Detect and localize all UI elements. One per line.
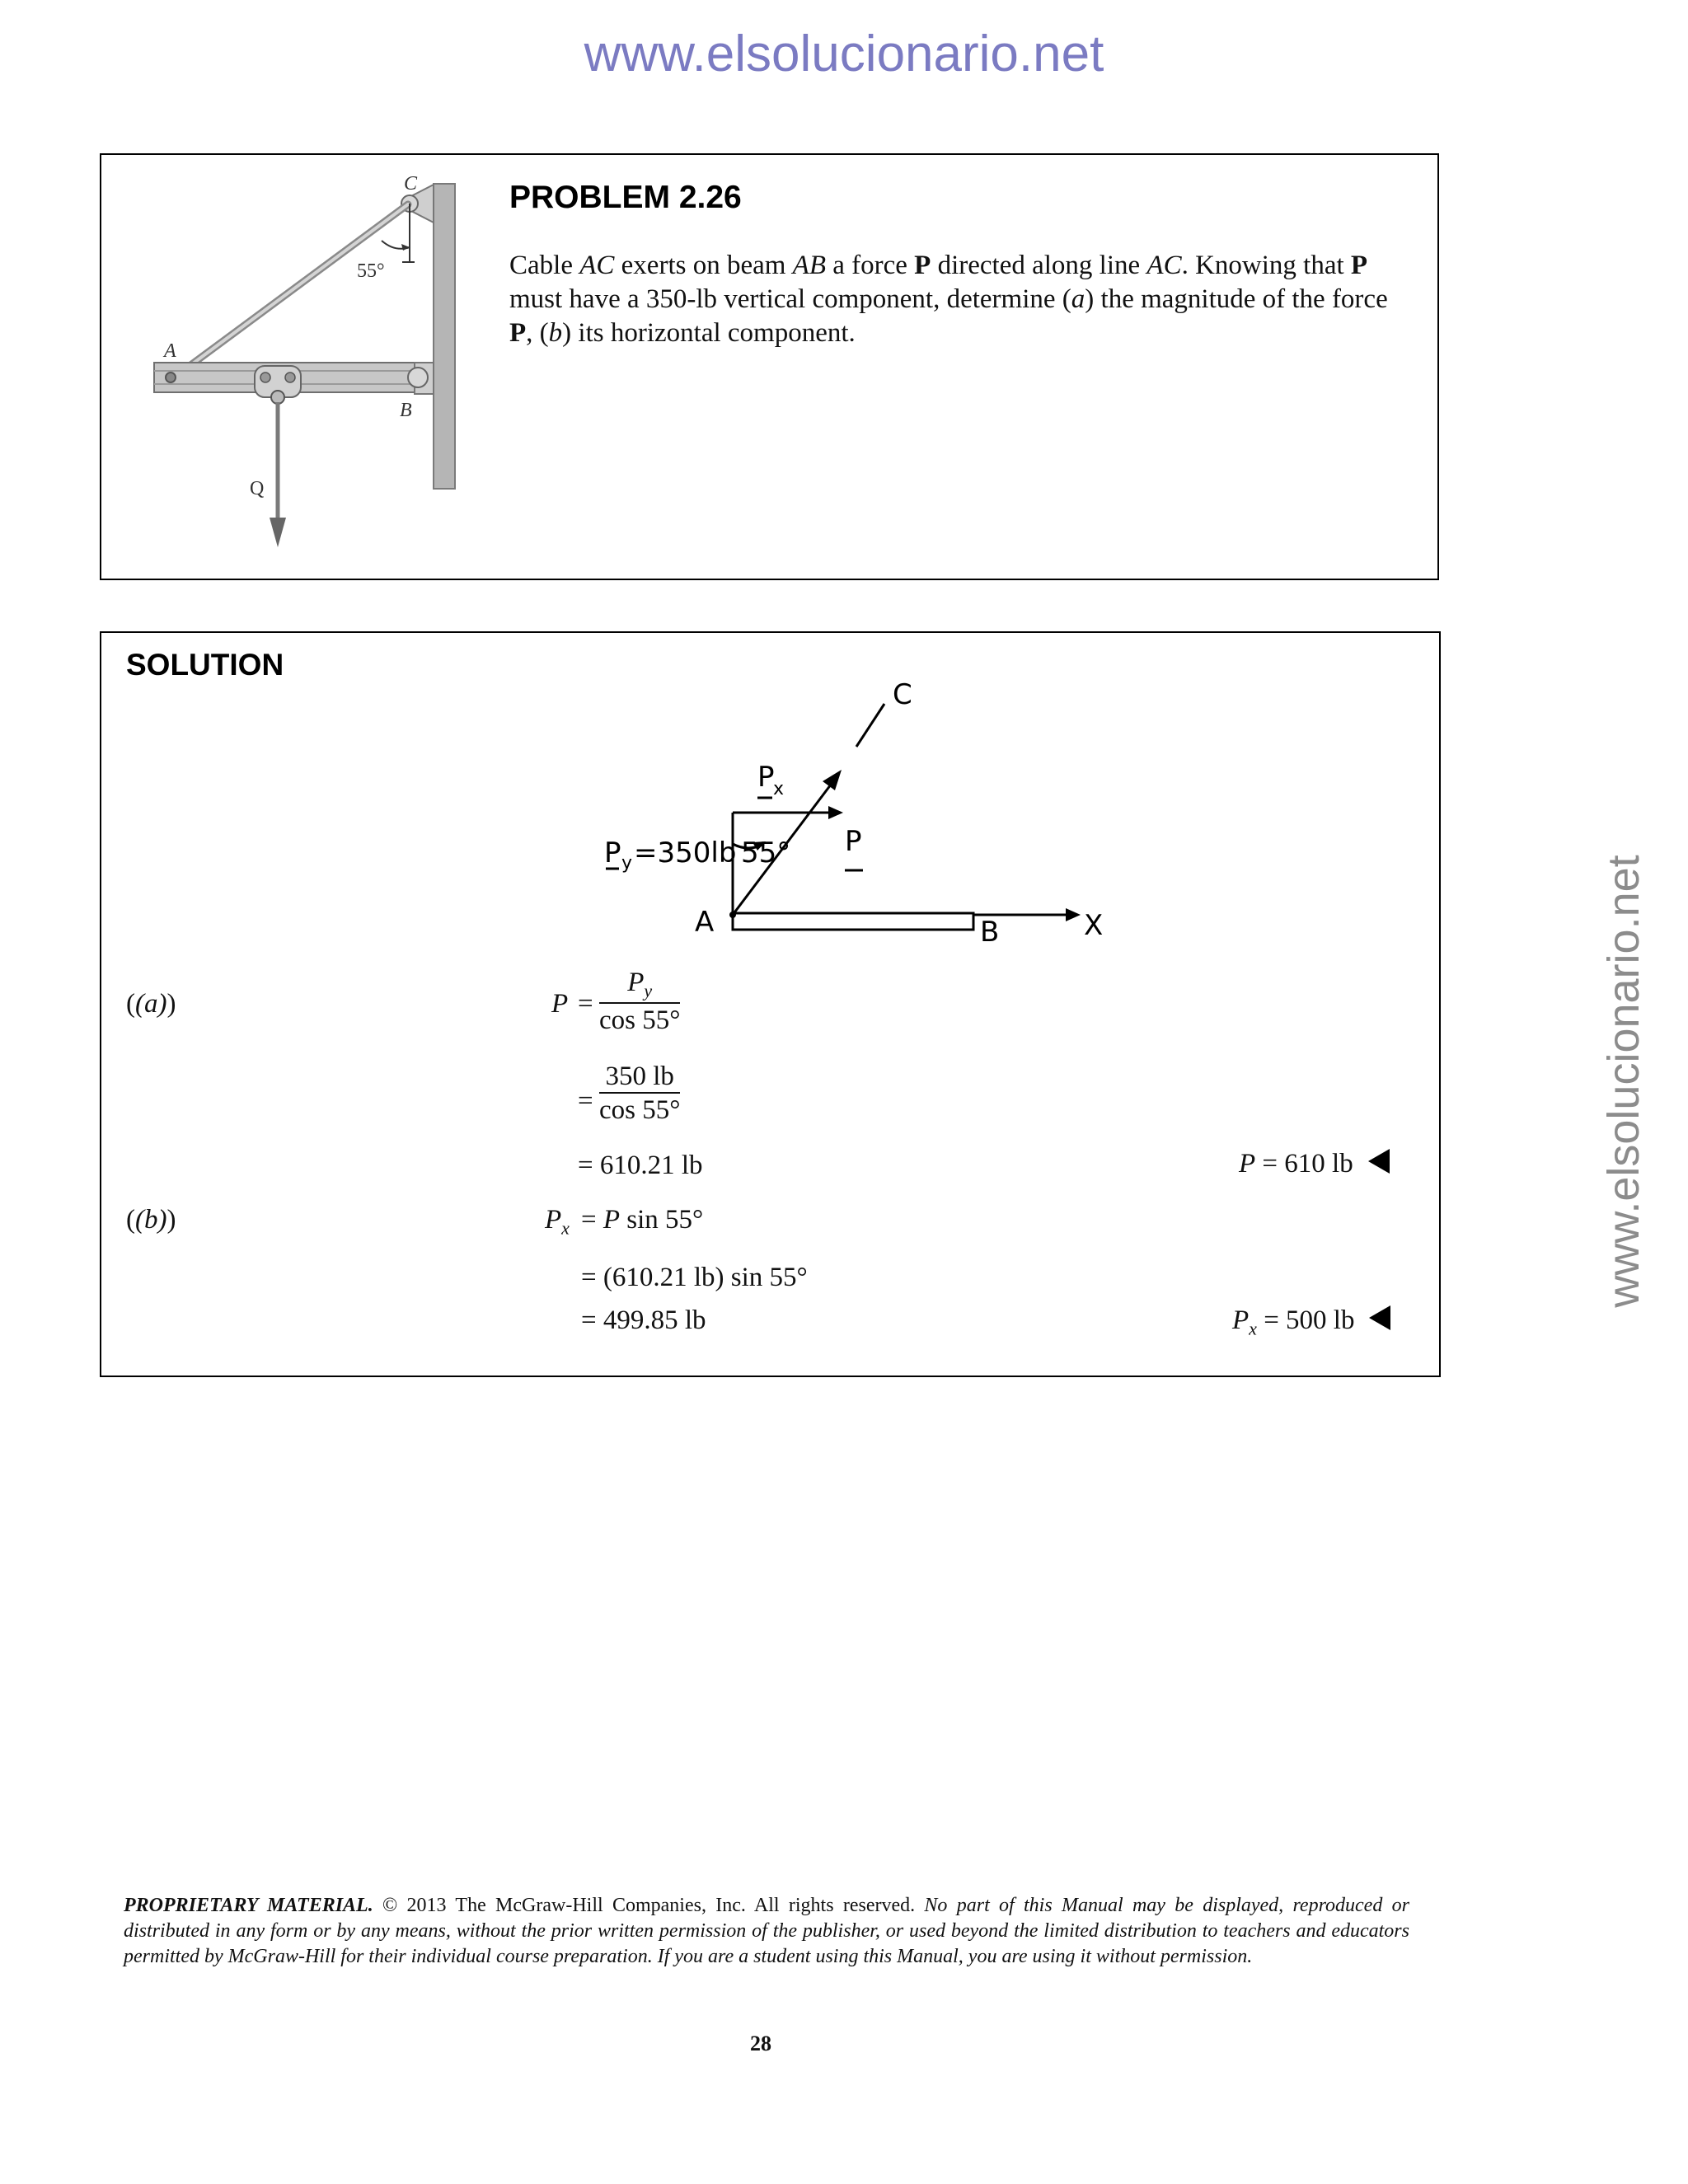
load-arrowhead xyxy=(270,518,286,547)
statement-segment: P xyxy=(1350,251,1368,280)
statement-segment: exerts on beam xyxy=(614,251,793,280)
statement-segment: ) the magnitude of the force xyxy=(1085,284,1388,314)
problem-title: PROBLEM 2.26 xyxy=(509,180,742,215)
part-a-frac1-num: P xyxy=(627,968,645,997)
answer-marker-icon xyxy=(1369,1305,1390,1330)
part-a-fraction-1 xyxy=(599,968,680,1036)
sketch-c-line xyxy=(856,704,884,747)
fig-label-a: A xyxy=(164,340,176,362)
part-a-frac2-num: 350 lb xyxy=(599,1062,680,1094)
part-a-label: ((a)) xyxy=(126,989,176,1019)
part-b-lhs-sub: x xyxy=(561,1217,570,1239)
part-a-label-text: (a) xyxy=(135,989,167,1019)
part-b-result: = 499.85 lb xyxy=(581,1305,706,1335)
fig-angle: 55° xyxy=(357,260,385,282)
sketch-label-px-sub: x xyxy=(773,779,785,799)
part-a-result: = 610.21 lb xyxy=(578,1151,703,1180)
copyright-italic: No part of this Manual may be displayed, reproduced or distributed in any form or by any means, without the prior written permission of the publisher, or used beyond the limited distribution to teachers and educators permitted by McGraw-Hill for their individual course preparation. If you are a student using this Manual, you are using it without permission. xyxy=(124,1895,1409,1967)
sketch-label-x: X xyxy=(1084,909,1104,942)
copyright-text: © 2013 The McGraw-Hill Companies, Inc. All rights reserved. xyxy=(373,1895,925,1916)
sketch-angle: 55° xyxy=(741,837,791,869)
statement-segment: Cable xyxy=(509,251,580,280)
problem-statement xyxy=(509,249,1416,350)
part-a-answer xyxy=(1239,1149,1390,1179)
statement-segment: P xyxy=(914,251,931,280)
sketch-label-a: A xyxy=(695,906,715,939)
watermark-top: www.elsolucionario.net xyxy=(584,26,1104,82)
copyright-notice xyxy=(124,1893,1409,1970)
sketch-px-arrowhead xyxy=(828,806,843,819)
copyright-lead: PROPRIETARY MATERIAL. xyxy=(124,1895,373,1916)
statement-segment: , ( xyxy=(526,318,549,348)
part-b-rhs-rest: sin 55° xyxy=(620,1205,704,1235)
wall xyxy=(434,184,455,489)
part-b-answer-var: P xyxy=(1232,1305,1250,1335)
part-a-frac1-den: cos 55° xyxy=(599,1005,681,1035)
problem-box xyxy=(100,153,1439,580)
statement-segment: AC xyxy=(1146,251,1182,280)
pin-b xyxy=(408,368,428,387)
statement-segment: a xyxy=(1071,284,1085,314)
part-b-answer xyxy=(1232,1305,1390,1340)
statement-segment: directed along line xyxy=(931,251,1147,280)
part-b-step: = (610.21 lb) sin 55° xyxy=(581,1263,808,1292)
part-b-rhs: = P sin 55° xyxy=(581,1205,704,1235)
statement-segment: P xyxy=(509,318,527,348)
answer-marker-icon xyxy=(1368,1149,1390,1174)
part-b-label: ((b)) xyxy=(126,1205,176,1235)
fig-label-b: B xyxy=(400,400,412,421)
sketch-label-py-value: =350lb xyxy=(634,837,737,869)
part-a-equals-1: = xyxy=(578,989,593,1019)
part-a-answer-value: = 610 lb xyxy=(1255,1149,1353,1179)
part-a-fraction-2 xyxy=(599,1062,680,1126)
part-b-answer-value: = 500 lb xyxy=(1256,1305,1355,1335)
part-a-answer-var: P xyxy=(1239,1149,1256,1179)
statement-segment: b xyxy=(548,318,563,348)
fig-label-q: Q xyxy=(250,478,265,499)
statement-segment: must have a 350-lb vertical component, determine ( xyxy=(509,284,1071,314)
part-a-lhs: P xyxy=(551,989,569,1019)
statement-segment: a force xyxy=(826,251,915,280)
solution-sketch xyxy=(497,678,1206,949)
statement-segment: ) its horizontal component. xyxy=(562,318,856,348)
statement-segment: AB xyxy=(792,251,826,280)
sketch-label-c: C xyxy=(893,678,912,711)
solution-title: SOLUTION xyxy=(126,648,284,682)
statement-segment: . Knowing that xyxy=(1181,251,1351,280)
sketch-label-py-sub: y xyxy=(621,853,633,874)
pin-a xyxy=(166,373,176,382)
sketch-label-b: B xyxy=(980,916,1000,949)
solution-box xyxy=(100,631,1441,1377)
sketch-beam xyxy=(733,913,973,930)
statement-segment: AC xyxy=(579,251,615,280)
sketch-x-arrowhead xyxy=(1066,908,1081,921)
part-b-lhs-main: P xyxy=(545,1205,562,1235)
part-a-frac2-den: cos 55° xyxy=(599,1095,681,1125)
sketch-label-px: P xyxy=(757,761,775,794)
part-b-rhs-var: P xyxy=(603,1205,621,1235)
part-a-result-value: 610.21 lb xyxy=(599,1151,703,1180)
sketch-label-p: P xyxy=(845,825,862,858)
watermark-side: www.elsolucionario.net xyxy=(1599,855,1648,1308)
part-b-answer-sub: x xyxy=(1249,1318,1257,1339)
page-number: 28 xyxy=(750,2032,771,2055)
problem-figure xyxy=(101,155,505,582)
part-b-lhs xyxy=(545,1205,570,1240)
sketch-label-py: P xyxy=(604,837,621,869)
part-a-equals-2: = xyxy=(578,1086,593,1116)
sketch-p-arrowhead xyxy=(823,770,842,790)
part-a-frac1-num-sub: y xyxy=(644,980,653,1001)
fig-label-c: C xyxy=(404,173,418,194)
part-b-label-text: (b) xyxy=(135,1205,167,1235)
